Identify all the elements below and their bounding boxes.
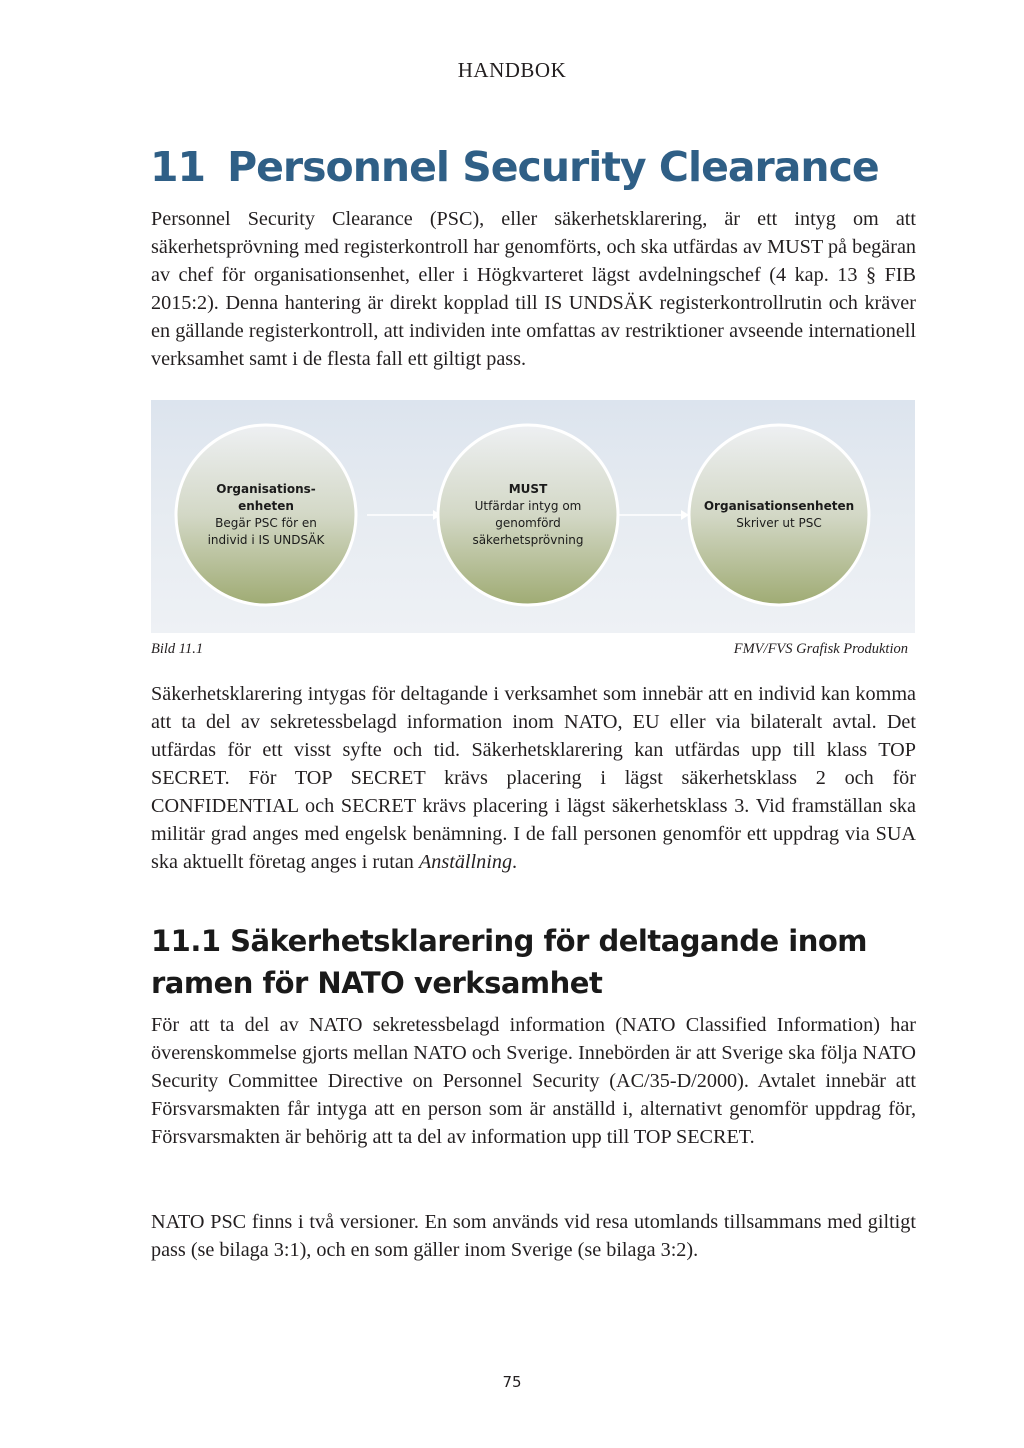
section-title: 11.1 Säkerhetsklarering för deltagande inom ramen för NATO verksamhet — [151, 924, 867, 1000]
chapter-title — [150, 143, 879, 191]
section-paragraph-1: För att ta del av NATO sekretessbelagd information (NATO Classified Information) har överenskommelse gjorts mellan NATO och Sverige. Innebörden är att Sverige ska följa NATO Security Committee Directive on Personnel Security (AC/35-D/2000). Avtalet innebär att Försvarsmakten får intyga att en person som är anställd i, alternativt genomför uppdrag för, Försvarsmakten är behörig att ta del av information upp till TOP SECRET. — [151, 1014, 916, 1148]
paragraph-end: . — [512, 851, 518, 873]
step-3-text-line-1: Skriver ut PSC — [736, 516, 822, 530]
step-3-title: Organisationsenheten — [703, 499, 855, 513]
step-3-text — [687, 498, 871, 532]
italic-term: Anställning — [418, 851, 513, 873]
body-paragraph — [151, 680, 916, 876]
step-2-text — [436, 481, 620, 549]
process-figure — [151, 400, 915, 633]
paragraph-text: Säkerhetsklarering intygas för deltagande i verksamhet som innebär att en individ kan komma att ta del av sekretessbelagd information inom NATO, EU eller via bilateralt avtal. Det utfärdas för ett visst syfte och tid. Säkerhetsklarering kan utfärdas upp till klass TOP SECRET. För TOP SECRET krävs placering i lägst säkerhetsklass 2 och för CONFIDENTIAL och SECRET krävs placering i lägst säkerhetsklass 3. Vid framställan ska militär grad anges med engelsk benämning. I de fall personen genomför ett uppdrag via SUA ska aktuellt företag anges i rutan — [151, 683, 916, 873]
chapter-title-text: Personnel Security Clearance — [227, 143, 879, 191]
chapter-number: 11 — [150, 143, 206, 191]
figure-caption: Bild 11.1 — [151, 641, 204, 657]
step-2-text-line-3: säkerhetsprövning — [472, 533, 584, 547]
section-paragraph-2: NATO PSC finns i två versioner. En som används vid resa utomlands tillsammans med giltigt pass (se bilaga 3:1), och en som gäller inom Sverige (se bilaga 3:2). — [151, 1211, 916, 1261]
running-header: HANDBOK — [457, 58, 567, 82]
page-number: 75 — [502, 1373, 522, 1391]
chapter-intro-paragraph: Personnel Security Clearance (PSC), eller säkerhetsklarering, är ett intyg om att säkerhetsprövning med registerkontroll har genomförts, och ska utfärdas av MUST på begäran av chef för organisationsenhet, eller i Högkvarteret lägst avdelningschef (4 kap. 13 § FIB 2015:2). Denna hantering är direkt kopplad till IS UNDSÄK registerkontrollrutin och kräver en gällande registerkontroll, att individen inte omfattas av restriktioner avseende internationell verksamhet samt i de flesta fall ett giltigt pass. — [151, 208, 916, 370]
step-1-text — [176, 481, 356, 549]
figure-credit: FMV/FVS Grafisk Produktion — [733, 641, 908, 657]
step-1-title-line-2: enheten — [238, 499, 294, 513]
step-2-title: MUST — [508, 482, 548, 496]
step-1-text-line-1: Begär PSC för en — [215, 516, 317, 530]
step-1-text-line-2: individ i IS UNDSÄK — [207, 533, 325, 547]
step-1-title-line-1: Organisations- — [216, 482, 316, 496]
step-2-text-line-2: genomförd — [495, 516, 561, 530]
step-2-text-line-1: Utfärdar intyg om — [474, 499, 582, 513]
